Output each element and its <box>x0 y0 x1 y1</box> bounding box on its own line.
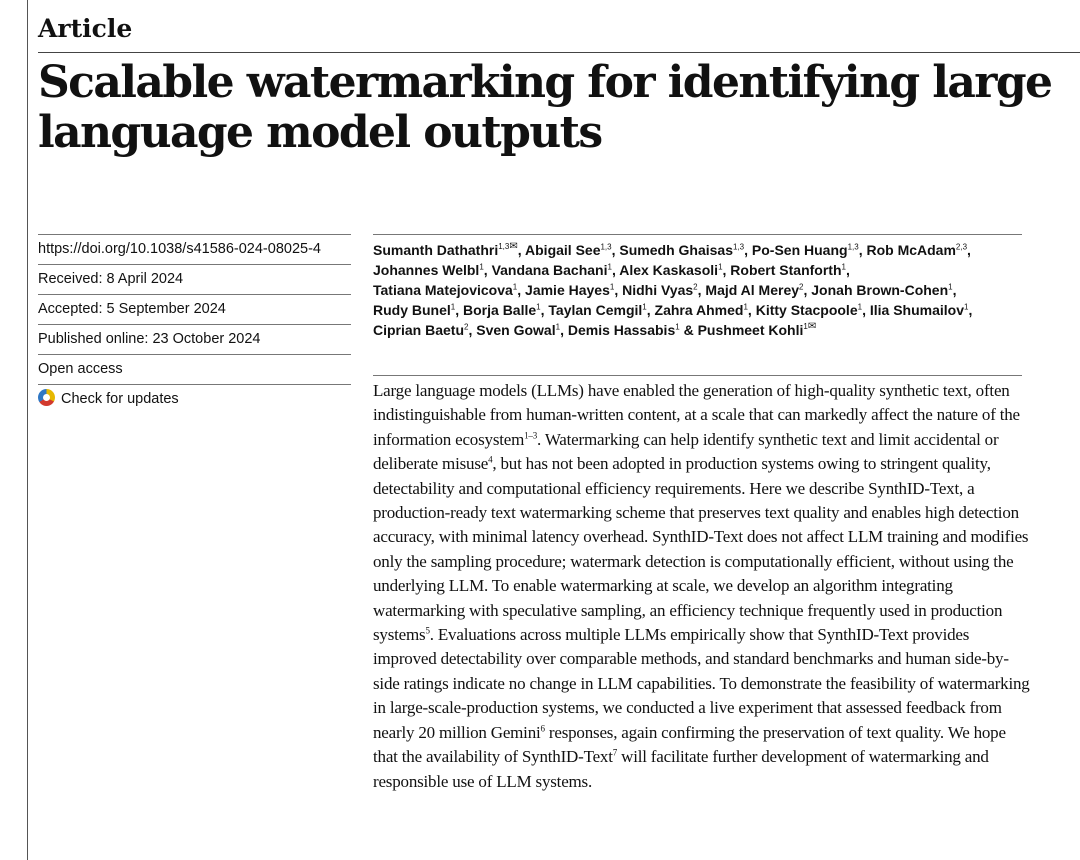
author-name[interactable]: Jonah Brown-Cohen <box>811 282 949 298</box>
check-for-updates-icon <box>38 389 55 406</box>
author-name[interactable]: Sven Gowal <box>476 322 556 338</box>
published-date: Published online: 23 October 2024 <box>38 324 351 354</box>
author-affiliation: 1 <box>642 302 647 312</box>
author-affiliation: 1,3 <box>732 242 745 252</box>
author-name[interactable]: Vandana Bachani <box>491 262 608 278</box>
author-name[interactable]: Ilia Shumailov <box>869 302 964 318</box>
author-affiliation: 1 <box>450 302 456 312</box>
author-affiliation: 1 <box>609 282 615 292</box>
accepted-date: Accepted: 5 September 2024 <box>38 294 351 324</box>
email-icon[interactable]: ✉ <box>509 241 518 253</box>
author-name[interactable]: Borja Balle <box>463 302 537 318</box>
author-affiliation: 2 <box>464 322 469 332</box>
left-margin-line <box>27 0 28 860</box>
doi-link[interactable]: https://doi.org/10.1038/s41586-024-08025-4 <box>38 234 351 264</box>
article-type-label: Article <box>38 14 133 43</box>
article-metadata <box>38 234 351 414</box>
email-icon[interactable]: ✉ <box>807 321 817 333</box>
abstract-text: Large language models (LLMs) have enabled the generation of high-quality synthetic text, often indistinguishable from human-written content, at a scale that can markedly affect the nature of the information ecosystem <box>373 381 1020 449</box>
author-name[interactable]: Jamie Hayes <box>525 282 610 298</box>
author-affiliation: 1,3 <box>600 242 612 252</box>
author-name[interactable]: Majd Al Merey <box>705 282 800 298</box>
citation-ref[interactable]: 5 <box>425 625 430 636</box>
author-affiliation: 1,3 <box>847 242 859 252</box>
abstract-rule <box>373 375 1022 376</box>
author-name[interactable]: Alex Kaskasoli <box>619 262 719 278</box>
author-name[interactable]: Abigail See <box>525 242 601 258</box>
abstract-text: will facilitate further development of watermarking and responsible use of LLM systems. <box>373 747 989 791</box>
author-name[interactable]: Sumedh Ghaisas <box>619 242 733 258</box>
author-name[interactable]: Rob McAdam <box>866 242 956 258</box>
author-name[interactable]: Tatiana Matejovicova <box>373 282 513 298</box>
check-for-updates-label: Check for updates <box>61 391 179 407</box>
author-affiliation: 1 <box>743 302 748 312</box>
author-name[interactable]: Ciprian Baetu <box>373 322 465 338</box>
author-affiliation: 1 <box>512 282 518 292</box>
author-affiliation: 1✉ <box>803 321 817 333</box>
check-for-updates-link[interactable] <box>38 384 351 414</box>
author-name[interactable]: Demis Hassabis <box>567 322 676 338</box>
author-affiliation: 1 <box>555 322 561 332</box>
author-name[interactable]: Rudy Bunel <box>373 302 451 318</box>
author-name[interactable]: Taylan Cemgil <box>548 302 643 318</box>
author-affiliation: 1 <box>479 262 484 272</box>
author-affiliation: 2 <box>799 282 804 292</box>
abstract-text: responses, again confirming the preservation of text quality. We hope that the availability of SynthID-Text <box>373 722 1006 767</box>
author-name[interactable]: Po-Sen Huang <box>751 242 848 258</box>
abstract-text: , but has not been adopted in production systems owing to stringent quality, detectability and computational efficiency requirements. Here we describe SynthID-Text, a production-ready text watermarking scheme that preserves text quality and enables high detection accuracy, with minimal latency overhead. SynthID-Text does not affect LLM training and modifies only the sampling procedure; watermark detection is computationally efficient, without using the underlying LLM. To enable watermarking at scale, we develop an algorithm integrating watermarking with speculative sampling, an efficiency technique frequently used in production systems <box>373 454 1029 645</box>
author-name[interactable]: Pushmeet Kohli <box>697 322 804 338</box>
abstract <box>373 379 1033 794</box>
open-access-label: Open access <box>38 354 351 384</box>
author-affiliation: 2,3 <box>955 242 968 252</box>
author-affiliation: 1 <box>536 302 541 312</box>
received-date: Received: 8 April 2024 <box>38 264 351 294</box>
header-rule <box>38 52 1080 53</box>
author-affiliation: 1 <box>841 262 846 272</box>
author-affiliation: 1 <box>857 302 863 312</box>
citation-ref[interactable]: 7 <box>612 747 618 758</box>
citation-ref[interactable]: 1–3 <box>524 430 538 441</box>
author-affiliation: 1 <box>963 302 969 312</box>
citation-ref[interactable]: 4 <box>488 454 493 465</box>
citation-ref[interactable]: 6 <box>540 723 545 734</box>
author-name[interactable]: Kitty Stacpoole <box>755 302 858 318</box>
author-name[interactable]: Johannes Welbl <box>373 262 480 278</box>
abstract-text: . Evaluations across multiple LLMs empirically show that SynthID-Text provides improved detectability over comparable methods, and standard benchmarks and human side-by-side ratings indicate no change in LLM capabilities. To demonstrate the feasibility of watermarking in large-scale-production systems, we conducted a live experiment that assessed feedback from nearly 20 million Gemini <box>373 625 1030 742</box>
author-name[interactable]: Sumanth Dathathri <box>373 242 499 258</box>
author-name[interactable]: Nidhi Vyas <box>622 282 694 298</box>
paper-title: Scalable watermarking for identifying large language model outputs <box>38 57 1052 158</box>
author-affiliation: 1 <box>948 282 953 292</box>
abstract-text: . Watermarking can help identify synthetic text and limit accidental or deliberate misuse <box>373 429 999 474</box>
author-name[interactable]: Zahra Ahmed <box>654 302 744 318</box>
author-affiliation: 1 <box>607 262 612 272</box>
author-affiliation: 2 <box>693 282 698 292</box>
author-affiliation: 1 <box>718 262 723 272</box>
author-list: Sumanth Dathathri$^{1,3✉}$, Abigail See$^{1,3}$, Sumedh Ghaisas$^{1,3}$, Po-Sen Huang$^{1,3}$, Rob McAdam$^{2,3}$, Johannes Welbl$^1$, Vandana Bachani$^1$, Alex Kaskasoli$^1$, Robert Stanforth$^1$, Tatiana Matejovicova$^1$, Jamie Hayes$^1$, Nidhi Vyas$^2$, Majd Al Merey$^2$, Jonah Brown-Cohen$^1$, Rudy Bunel$^1$, Borja Balle$^1$, Taylan Cemgil$^1$, Zahra Ahmed$^1$, Kitty Stacpoole$^1$, Ilia Shumailov$^1$, Ciprian Baetu$^2$, Sven Gowal$^1$, Demis Hassabis$^1$ & Pushmeet Kohli$^{1✉}$ <box>373 241 973 338</box>
author-affiliation: 1,3✉ <box>498 241 518 253</box>
author-affiliation: 1 <box>675 322 680 332</box>
authors-rule <box>373 234 1022 235</box>
author-name[interactable]: Robert Stanforth <box>730 262 842 278</box>
